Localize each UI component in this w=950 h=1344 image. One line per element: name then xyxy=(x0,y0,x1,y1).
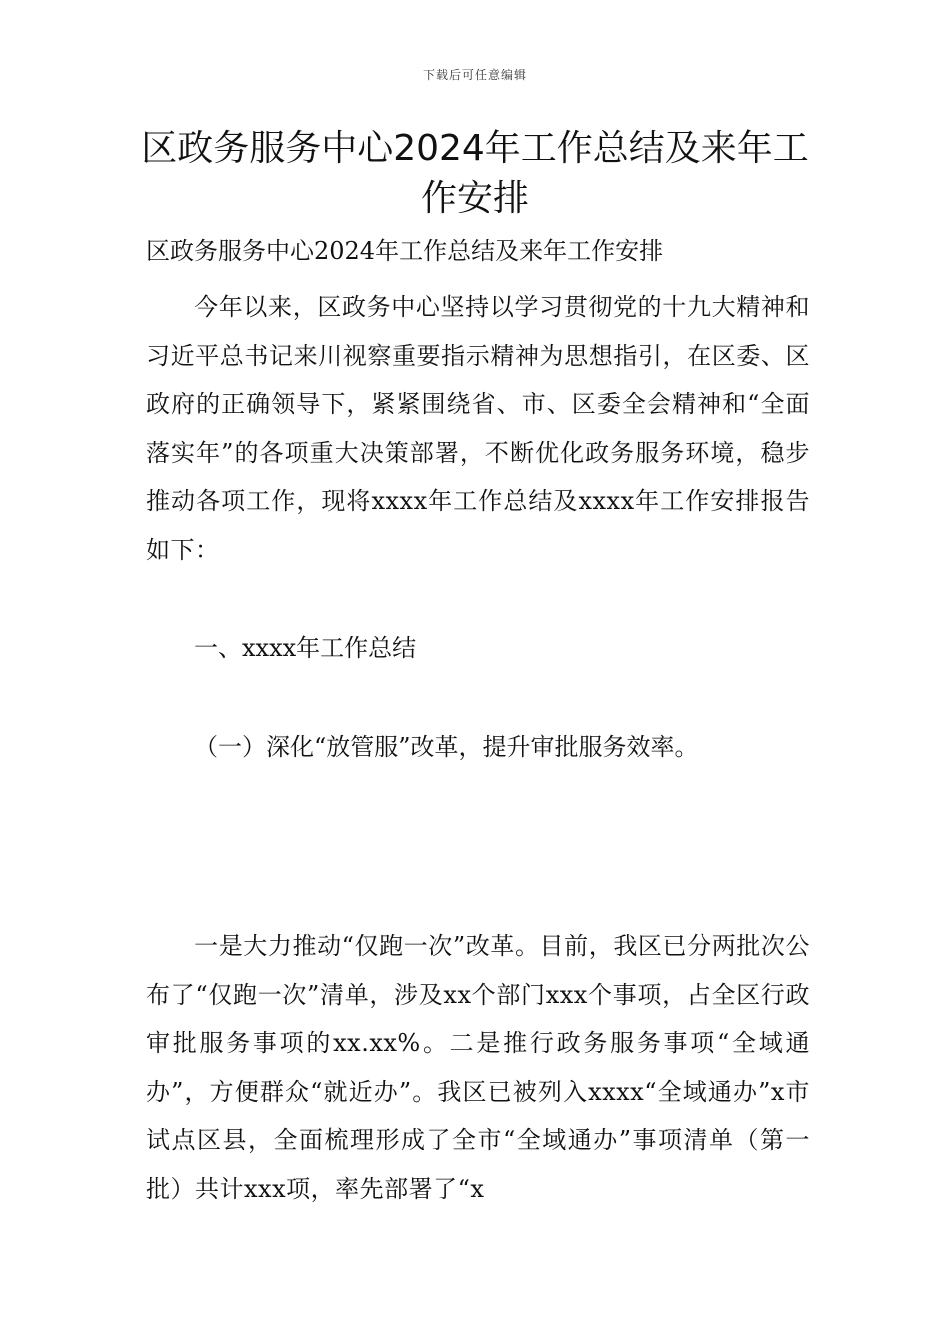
header-note: 下载后可任意编辑 xyxy=(422,68,527,82)
subsection-heading: （一）深化“放管服”改革，提升审批服务效率。 xyxy=(194,733,699,761)
body-text: 一是大力推动“仅跑一次”改革。目前，我区已分两批次公布了“仅跑一次”清单，涉及xx个部门xxx个事项，占全区行政审批服务事项的xx.xx%。二是推行政务服务事项“全域通办”，方便群众“就近办”。我区已被列入xxxx“全域通办”x市试点区县，全面梳理形成了全市“全域通办”事项清单（第一批）共计xxx项，率先部署了“x xyxy=(146,932,810,1203)
intro-text: 今年以来，区政务中心坚持以学习贯彻党的十九大精神和习近平总书记来川视察重要指示精神为思想指引，在区委、区政府的正确领导下，紧紧围绕省、市、区委全会精神和“全面落实年”的各项重大决策部署，不断优化政务服务环境，稳步推动各项工作，现将xxxx年工作总结及xxxx年工作安排报告如下： xyxy=(146,293,810,564)
intro-paragraph xyxy=(146,283,810,574)
document-subtitle: 区政务服务中心2024年工作总结及来年工作安排 xyxy=(146,237,664,265)
section-heading: 一、xxxx年工作总结 xyxy=(194,634,417,662)
document-title: 区政务服务中心2024年工作总结及来年工作安排 xyxy=(141,128,809,219)
body-paragraph xyxy=(146,922,810,1213)
